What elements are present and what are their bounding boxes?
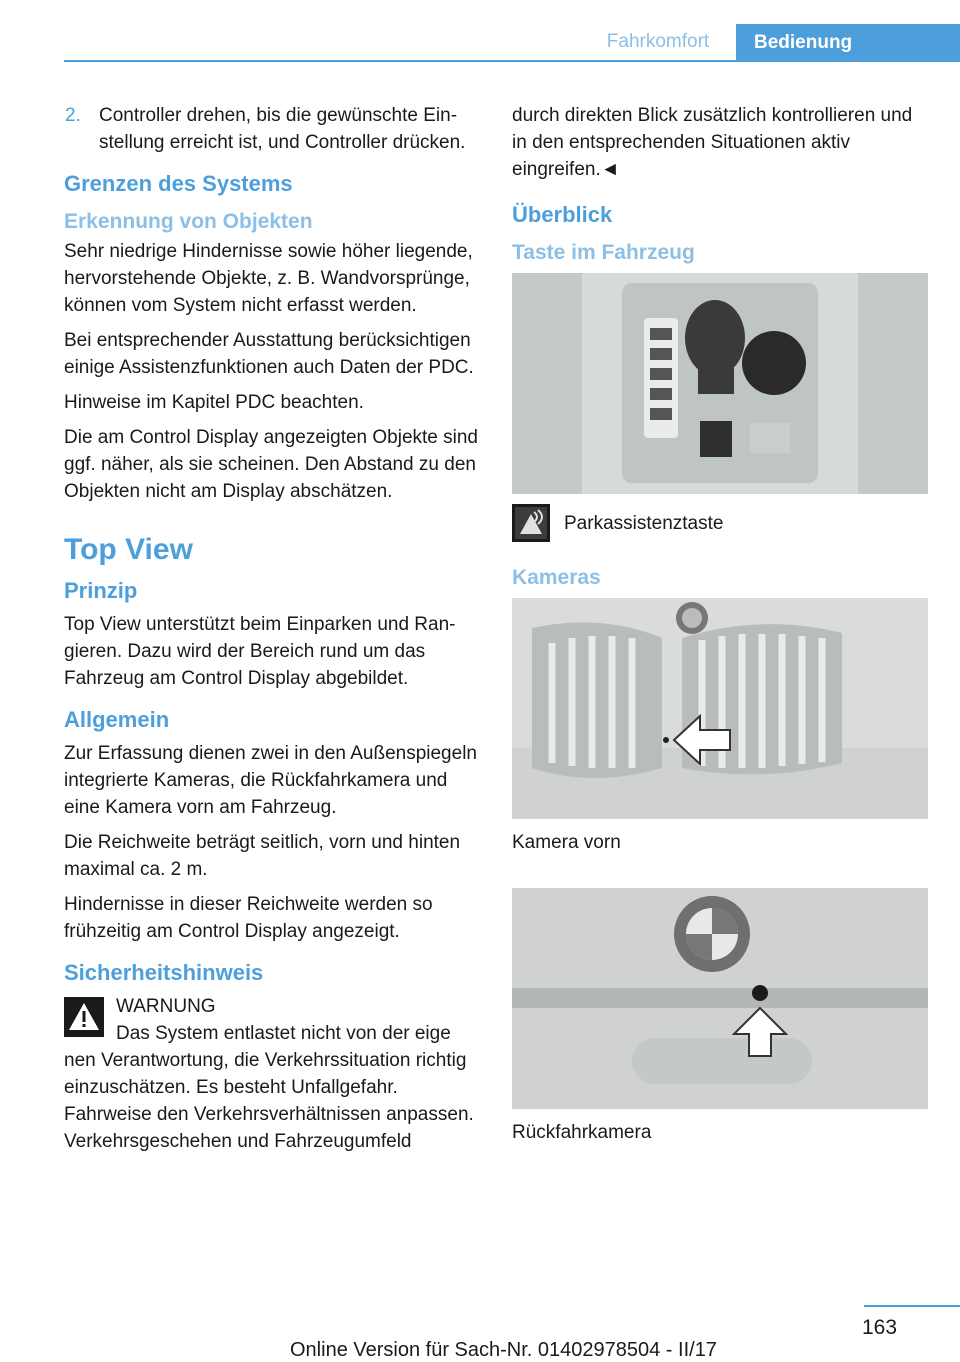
- paragraph: Hinweise im Kapitel PDC beachten.: [64, 392, 364, 413]
- paragraph: Die Reichweite beträgt seitlich, vorn und hinten maximal ca. 2 m.: [64, 832, 461, 880]
- heading-top-view: Top View: [64, 533, 193, 566]
- footer-rule: [864, 1305, 960, 1307]
- heading-taste: Taste im Fahrzeug: [512, 241, 695, 264]
- paragraph: durch direkten Blick zusätzlich kontrollieren und in den entsprechenden Situationen aktiv eingreifen.◄: [512, 105, 913, 180]
- header-section-tab[interactable]: Fahrkomfort: [606, 31, 710, 52]
- paragraph: Hindernisse in dieser Reichweite werden so frühzeitig am Control Display angezeigt.: [64, 894, 433, 942]
- heading-kameras: Kameras: [512, 566, 601, 589]
- step-text: Controller drehen, bis die gewünschte Einstellung erreicht ist, und Controller drücken.: [99, 105, 466, 153]
- rear-camera-photo: [512, 888, 928, 1109]
- paragraph: Die am Control Display angezeigten Objekte sind ggf. näher, als sie scheinen. Den Abstand zu den Objekten nicht am Display abschätzen.: [64, 427, 478, 502]
- step-item: [64, 102, 480, 156]
- warning-line1: Das System entlastet nicht von der eige: [116, 1023, 451, 1044]
- footer-text: Online Version für Sach-Nr. 01402978504 - II/17: [290, 1339, 717, 1361]
- warning-icon: [64, 997, 104, 1037]
- caption-front-camera: Kamera vorn: [512, 832, 621, 853]
- left-column: [64, 102, 480, 1155]
- warning-box: [64, 993, 480, 1155]
- heading-grenzen: Grenzen des Systems: [64, 171, 293, 196]
- paragraph: Top View unterstützt beim Einparken und Rangieren. Dazu wird der Bereich rund um das Fahrzeug am Control Display abgebildet.: [64, 614, 456, 689]
- paragraph: Zur Erfassung dienen zwei in den Außenspiegeln integrierte Kameras, die Rückfahrkamera und eine Kamera vorn am Fahrzeug.: [64, 743, 477, 818]
- paragraph: Bei entsprechender Ausstattung berücksichtigen einige Assistenzfunktionen auch Daten der PDC.: [64, 330, 474, 378]
- heading-prinzip: Prinzip: [64, 578, 138, 603]
- front-camera-photo: [512, 598, 928, 819]
- heading-ueberblick: Überblick: [512, 202, 613, 227]
- legend-row: [512, 504, 928, 542]
- heading-erkennung: Erkennung von Objekten: [64, 210, 313, 233]
- right-column: [512, 102, 928, 1178]
- heading-sicherheit: Sicherheitshinweis: [64, 960, 264, 985]
- page-number: 163: [862, 1316, 898, 1339]
- console-photo: [512, 273, 928, 494]
- park-assist-button-icon: [512, 504, 550, 542]
- warning-title: WARNUNG: [116, 996, 216, 1017]
- header-chapter-tab[interactable]: Bedienung: [736, 24, 960, 62]
- caption-rear-camera: Rückfahrkamera: [512, 1122, 652, 1143]
- paragraph: Sehr niedrige Hindernisse sowie höher liegende, hervorstehende Objekte, z. B. Wandvorsprünge, können vom System nicht erfasst werden.: [64, 241, 473, 316]
- warning-text: nen Verantwortung, die Verkehrssituation richtig einzuschätzen. Es besteht Unfallgefahr. Fahrweise den Verkehrsverhältnissen anpassen. Verkehrsgeschehen und Fahrzeugumfeld: [64, 1050, 474, 1152]
- step-number: 2.: [65, 105, 81, 126]
- heading-allgemein: Allgemein: [64, 707, 170, 732]
- legend-label: Parkassistenztaste: [564, 512, 724, 534]
